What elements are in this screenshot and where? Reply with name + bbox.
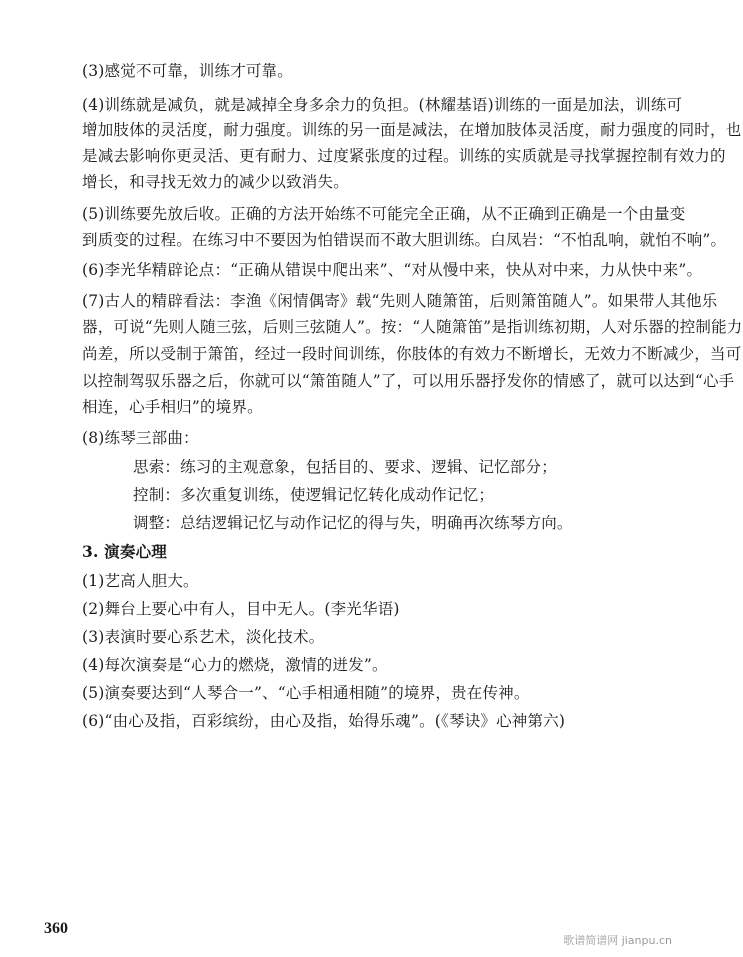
site-watermark: 歌谱简谱网 jianpu.cn: [563, 934, 672, 947]
text-line: (6)李光华精辟论点：“正确从错误中爬出来”、“对从慢中来，快从对中来，力从快中来”。: [82, 261, 703, 279]
text-line: 调整：总结逻辑记忆与动作记忆的得与失，明确再次练琴方向。: [133, 514, 573, 532]
text-line: (4)训练就是减负，就是减掉全身多余力的负担。(林耀基语)训练的一面是加法，训练可: [82, 96, 683, 114]
text-line: 控制：多次重复训练，使逻辑记忆转化成动作记忆；: [133, 486, 495, 504]
text-line: (5)演奏要达到“人琴合一”、“心手相通相随”的境界，贵在传神。: [82, 684, 530, 702]
text-line: (7)古人的精辟看法：李渔《闲情偶寄》载“先则人随箫笛，后则箫笛随人”。如果带人其他乐: [82, 292, 718, 310]
text-line: (5)训练要先放后收。正确的方法开始练不可能完全正确，从不正确到正确是一个由量变: [82, 205, 686, 223]
text-line: 器，可说“先则人随三弦，后则三弦随人”。按：“人随箫笛”是指训练初期，人对乐器的控制能力: [82, 318, 743, 336]
text-line: 思索：练习的主观意象，包括目的、要求、逻辑、记忆部分；: [133, 458, 557, 476]
text-line: 尚差，所以受制于箫笛，经过一段时间训练，你肢体的有效力不断增长，无效力不断减少，当可: [82, 345, 742, 363]
page-number: 360: [44, 920, 68, 937]
text-line: (4)每次演奏是“心力的燃烧，激情的迸发”。: [82, 656, 388, 674]
text-line: 相连，心手相归”的境界。: [82, 398, 263, 416]
text-line: 增长，和寻找无效力的减少以致消失。: [82, 173, 349, 191]
text-line: 到质变的过程。在练习中不要因为怕错误而不敢大胆训练。白凤岩：“不怕乱响，就怕不响”。: [82, 231, 727, 249]
text-line: 以控制驾驭乐器之后，你就可以“箫笛随人”了，可以用乐器抒发你的情感了，就可以达到“心手: [82, 372, 735, 390]
text-line: (2)舞台上要心中有人，目中无人。(李光华语): [82, 600, 400, 618]
text-line: (3)感觉不可靠，训练才可靠。: [82, 62, 293, 80]
text-line: 增加肢体的灵活度，耐力强度。训练的另一面是减法，在增加肢体灵活度，耐力强度的同时，也: [82, 121, 742, 139]
text-line: (8)练琴三部曲：: [82, 429, 199, 447]
text-line: (6)“由心及指，百彩缤纷，由心及指，始得乐魂”。(《琴诀》心神第六): [82, 712, 566, 730]
text-line: 是减去影响你更灵活、更有耐力、过度紧张度的过程。训练的实质就是寻找掌握控制有效力的: [82, 147, 726, 165]
text-line: (1)艺高人胆大。: [82, 572, 199, 590]
text-line: (3)表演时要心系艺术，淡化技术。: [82, 628, 325, 646]
section-heading: 3. 演奏心理: [82, 542, 167, 561]
